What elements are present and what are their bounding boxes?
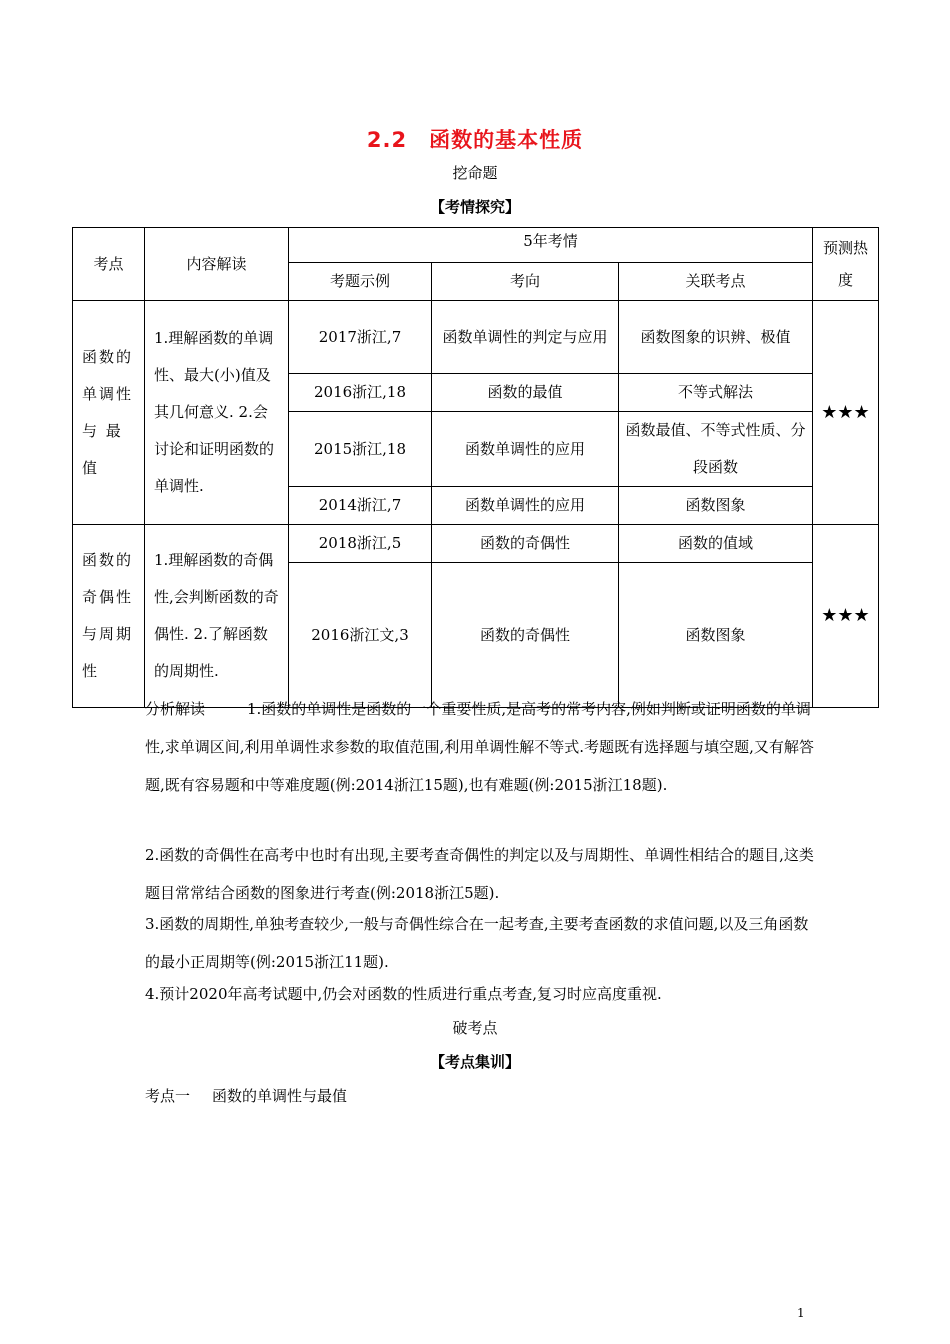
table-cell-direction: 函数的最值: [432, 374, 619, 412]
content-monotonicity: 1.理解函数的单调性、最大(小)值及其几何意义. 2.会讨论和证明函数的单调性.: [145, 301, 289, 525]
table-cell-example: 2017浙江,7: [289, 301, 432, 374]
table-cell-example: 2016浙江文,3: [289, 563, 432, 708]
header-content: 内容解读: [145, 228, 289, 301]
header-five-year: 5年考情: [289, 228, 813, 263]
analysis-paragraph-4: 4.预计2020年高考试题中,仍会对函数的性质进行重点考查,复习时应高度重视.: [145, 985, 662, 1003]
analysis-paragraph-1: [145, 690, 815, 804]
page-number: 1: [797, 1306, 805, 1320]
table-cell-direction: 函数的奇偶性: [432, 563, 619, 708]
table-cell-related: 不等式解法: [619, 374, 813, 412]
analysis-paragraph-3: 3.函数的周期性,单独考查较少,一般与奇偶性综合在一起考查,主要考查函数的求值问题,以及三角函数的最小正周期等(例:2015浙江11题).: [145, 915, 809, 971]
header-related: 关联考点: [619, 263, 813, 301]
exam-analysis-table: [72, 227, 879, 708]
table-cell-related: 函数最值、不等式性质、分段函数: [619, 412, 813, 487]
header-direction: 考向: [432, 263, 619, 301]
heat-stars: ★★★: [813, 301, 879, 525]
point-one-heading: [145, 1085, 347, 1106]
section-label-training: 【考点集训】: [429, 1053, 520, 1071]
table-cell-example: 2015浙江,18: [289, 412, 432, 487]
table-cell-example: 2014浙江,7: [289, 487, 432, 525]
topic-parity: 函数的奇偶性与周期性: [73, 525, 145, 708]
content-parity: 1.理解函数的奇偶性,会判断函数的奇偶性. 2.了解函数的周期性.: [145, 525, 289, 708]
table-cell-direction: 函数单调性的应用: [432, 487, 619, 525]
analysis-paragraph-2: 2.函数的奇偶性在高考中也时有出现,主要考查奇偶性的判定以及与周期性、单调性相结合的题目,这类题目常常结合函数的图象进行考查(例:2018浙江5题).: [145, 846, 814, 902]
table-cell-related: 函数图象: [619, 487, 813, 525]
analysis-text-1: 1.函数的单调性是函数的一个重要性质,是高考的常考内容,例如判断或证明函数的单调性,求单调区间,利用单调性求参数的取值范围,利用单调性解不等式.考题既有选择题与填空题,又有解答题,既有容易题和中等难度题(例:2014浙江15题),也有难题(例:2015浙江18题).: [145, 700, 814, 794]
header-heat: 预测热度: [813, 228, 879, 301]
header-kaodian: 考点: [73, 228, 145, 301]
section-title-breakthrough: 破考点: [452, 1019, 498, 1037]
header-example: 考题示例: [289, 263, 432, 301]
table-cell-direction: 函数单调性的应用: [432, 412, 619, 487]
point-one-title: 函数的单调性与最值: [212, 1087, 348, 1105]
section-label-exam-analysis: 【考情探究】: [429, 198, 520, 216]
analysis-label: 分析解读: [145, 700, 206, 718]
section-subtitle: 挖命题: [452, 164, 498, 182]
table-cell-example: 2018浙江,5: [289, 525, 432, 563]
topic-monotonicity: 函数的单调性与 最值: [73, 301, 145, 525]
table-cell-direction: 函数单调性的判定与应用: [432, 301, 619, 374]
table-cell-related: 函数图象: [619, 563, 813, 708]
point-one-label: 考点一: [145, 1087, 191, 1105]
heat-stars: ★★★: [813, 525, 879, 708]
table-cell-related: 函数图象的识辨、极值: [619, 301, 813, 374]
table-cell-related: 函数的值域: [619, 525, 813, 563]
table-cell-direction: 函数的奇偶性: [432, 525, 619, 563]
page-title: 2.2 函数的基本性质: [366, 128, 584, 152]
table-cell-example: 2016浙江,18: [289, 374, 432, 412]
